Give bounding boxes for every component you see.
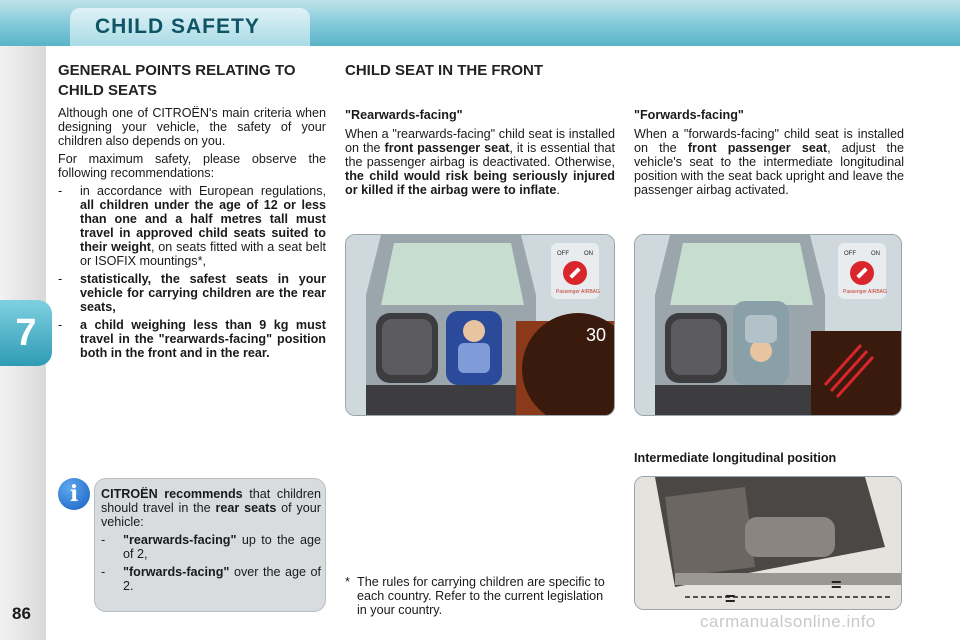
svg-text:=: = [831,575,842,595]
svg-text:ON: ON [871,251,880,257]
info-box [94,478,326,612]
chapter-tab[interactable]: 7 [0,300,52,366]
rearwards-facing-title: "Rearwards-facing" [345,108,463,122]
car-interior-forward-facing [635,235,902,416]
recommend-paragraph: For maximum safety, please observe the following recommendations: [58,152,326,180]
page-title: CHILD SAFETY [95,15,260,38]
forwards-facing-section: "Forwards-facing" When a "forwards-facing" child seat is installed on the front passenger seat, adjust the vehicle's seat to the intermediate longitudinal position with the seat back upright and leave the passenger airbag activated. [634,108,904,197]
svg-text:ON: ON [584,251,593,257]
forwards-facing-illustration [634,234,902,416]
forwards-facing-title: "Forwards-facing" [634,108,744,122]
rearwards-facing-illustration [345,234,615,416]
svg-text:Passenger AIRBAG: Passenger AIRBAG [556,289,600,295]
rearwards-facing-section: "Rearwards-facing" When a "rearwards-facing" child seat is installed on the front passenger seat, it is essential that the passenger airbag is deactivated. Otherwise, the child would risk being seriously injured or killed if the airbag were to inflate. [345,108,615,197]
general-points-heading: GENERAL POINTS RELATING TO CHILD SEATS [58,62,296,99]
svg-text:OFF: OFF [844,251,856,257]
svg-text:30: 30 [586,325,607,345]
intro-paragraph: Although one of CITROËN's main criteria when designing your vehicle, the safety of your children also depends on you. [58,106,326,148]
seat-rail-illustration [634,476,902,610]
info-icon: i [58,478,90,510]
list-item: - in accordance with European regulations, all children under the age of 12 or less than one and a half metres tall must travel in approved child seats suited to their weight, on seats fitted with a seat belt or ISOFIX mountings*, [58,184,326,268]
list-item: - "rearwards-facing" up to the age of 2, [101,533,322,561]
child-seat-front-heading: CHILD SEAT IN THE FRONT [345,62,544,79]
svg-text:OFF: OFF [557,251,569,257]
car-interior-rear-facing [346,235,615,416]
list-item: - statistically, the safest seats in your vehicle for carrying children are the rear seats, [58,272,326,314]
intermediate-position-caption: Intermediate longitudinal position [634,451,837,465]
watermark: carmanualsonline.info [700,612,876,631]
seat-adjustment-diagram [635,477,902,610]
page-number: 86 [12,604,31,623]
svg-text:Passenger AIRBAG: Passenger AIRBAG [843,289,887,295]
svg-text:=: = [725,589,736,609]
footnote: * The rules for carrying children are specific to each country. Refer to the current legislation in your country. [345,575,605,617]
list-item: - a child weighing less than 9 kg must travel in the "rearwards-facing" position both in the front and in the rear. [58,318,326,360]
list-item: - "forwards-facing" over the age of 2. [101,565,321,593]
general-points-body [58,106,326,364]
info-box-text: CITROËN recommends that children should travel in the rear seats of your vehicle: - "rearwards-facing" up to the age of 2, - "forwards-facing" over the age of 2. [101,487,322,593]
